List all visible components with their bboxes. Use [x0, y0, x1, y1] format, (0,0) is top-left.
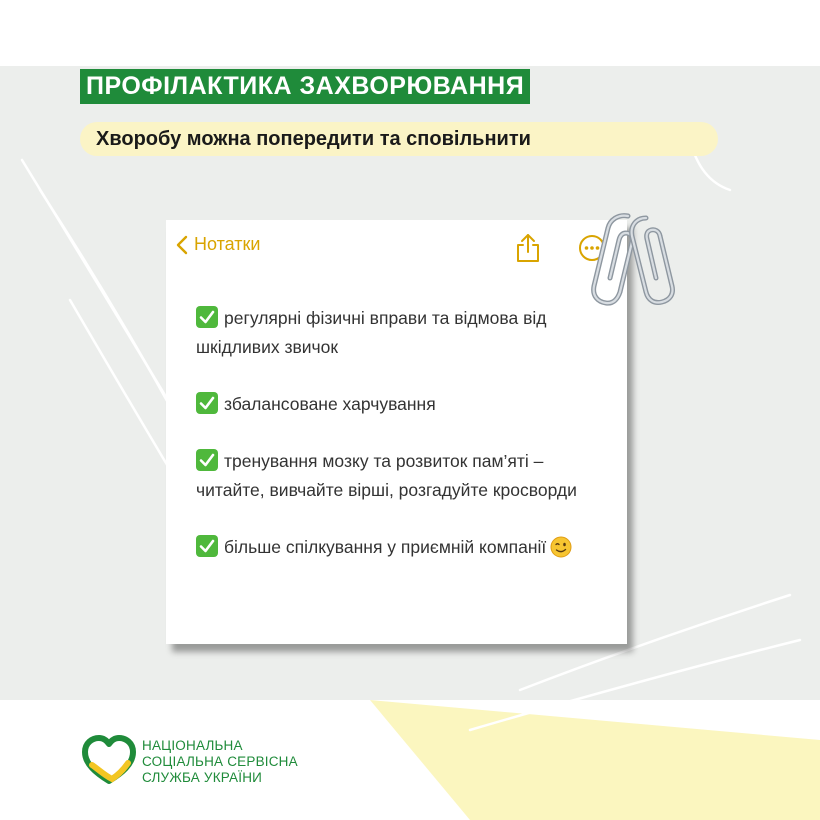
list-item-text: тренування мозку та розвиток пам’яті – читайте, вивчайте вірші, розгадуйте кросворди	[196, 451, 577, 500]
notes-card	[166, 220, 627, 644]
chevron-left-icon	[176, 235, 188, 255]
paperclip-icon	[588, 208, 698, 308]
org-line: СОЦІАЛЬНА СЕРВІСНА	[142, 754, 298, 769]
winking-face-icon	[550, 536, 572, 558]
list-item-text: більше спілкування у приємній компанії	[224, 537, 547, 557]
share-icon	[515, 233, 541, 263]
list-item-text: збалансоване харчування	[224, 394, 436, 414]
page-title: ПРОФІЛАКТИКА ЗАХВОРЮВАННЯ	[80, 69, 530, 104]
checkmark-icon	[196, 449, 218, 471]
list-item-text: регулярні фізичні вправи та відмова від шкідливих звичок	[196, 308, 547, 357]
notes-back-button[interactable]	[176, 234, 260, 255]
heart-logo-icon	[82, 735, 136, 785]
checkmark-icon	[196, 306, 218, 328]
list-item	[196, 390, 606, 419]
org-line: НАЦІОНАЛЬНА	[142, 738, 243, 753]
list-item	[196, 447, 606, 505]
page-subtitle: Хворобу можна попередити та сповільнити	[80, 122, 718, 156]
checkmark-icon	[196, 392, 218, 414]
organization-name	[142, 738, 298, 786]
org-line: СЛУЖБА УКРАЇНИ	[142, 770, 263, 785]
notes-back-label: Нотатки	[194, 234, 261, 254]
list-item	[196, 533, 606, 562]
list-item	[196, 304, 606, 362]
share-button[interactable]	[515, 233, 541, 268]
checkmark-icon	[196, 535, 218, 557]
note-content	[196, 304, 606, 590]
